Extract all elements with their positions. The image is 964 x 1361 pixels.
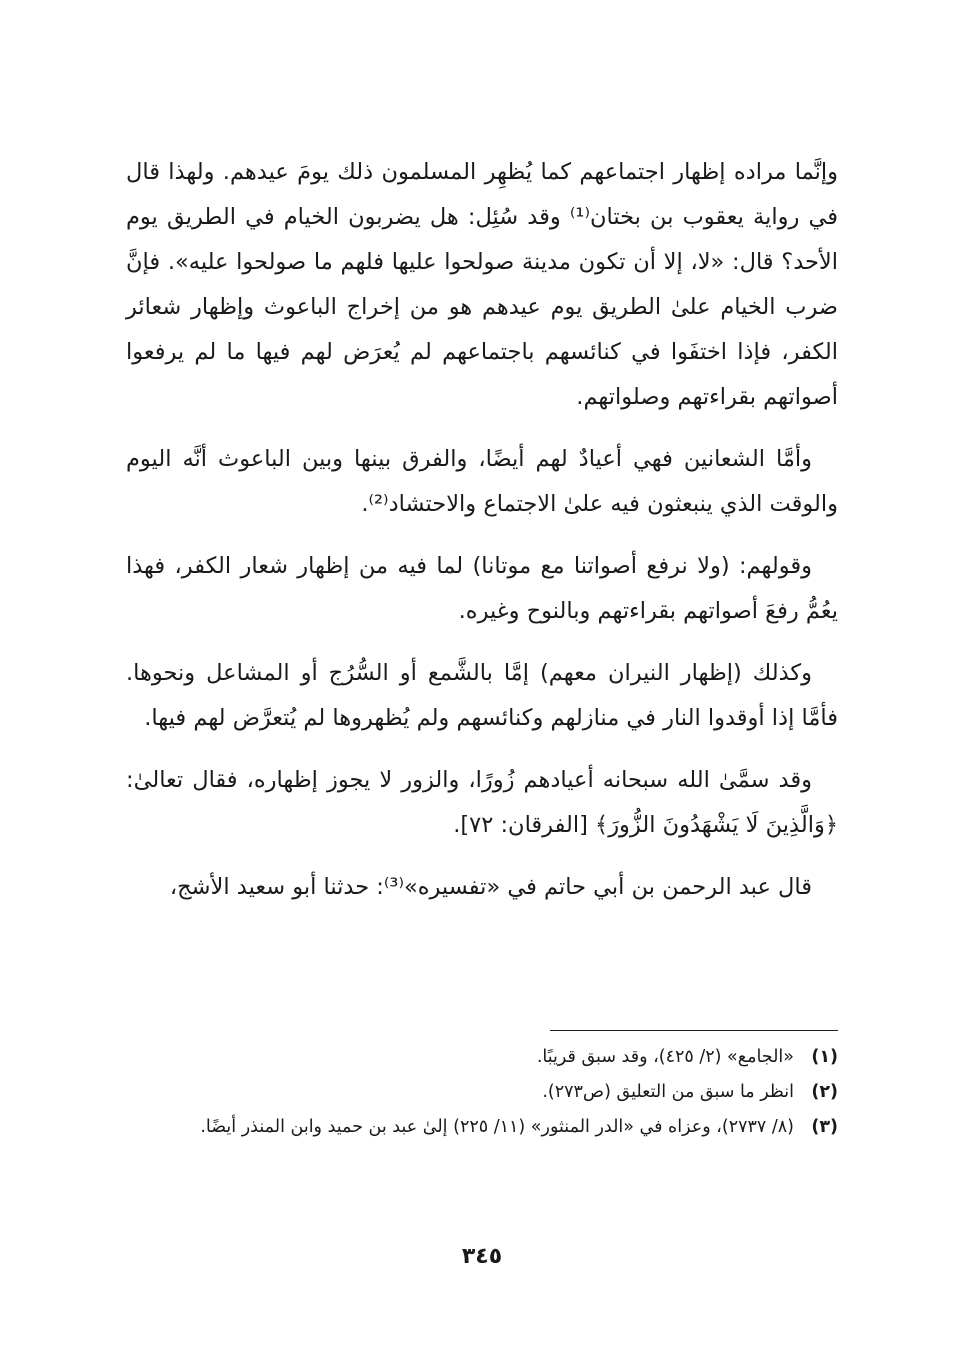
footnote-text: «الجامع» (٢/ ٤٢٥)، وقد سبق قريبًا. <box>536 1047 794 1067</box>
paragraph-3: وقولهم: (ولا نرفع أصواتنا مع موتانا) لما فيه من إظهار شعار الكفر، فهذا يعُمُّ رفعَ أصواتهم بقراءتهم وبالنوح وغيره. <box>126 553 838 624</box>
footnote-text: (٨/ ٢٧٣٧)، وعزاه في «الدر المنثور» (١١/ ٢٢٥) إلىٰ عبد بن حميد وابن المنذر أيضًا. <box>200 1117 794 1137</box>
paragraph-1: وإنَّما مراده إظهار اجتماعهم كما يُظهِر المسلمون ذلك يومَ عيدهم. ولهذا قال في رواية يعقوب بن بختان⁽¹⁾ وقد سُئِل: هل يضربون الخيام في الطريق يوم الأحد؟ قال: «لا، إلا أن تكون مدينة صولحوا عليها فلهم ما صولحوا عليه». فإنَّ ضرب الخيام علىٰ الطريق يوم عيدهم هو من إخراج الباعوث وإظهار شعائر الكفر، فإذا اختفَوا في كنائسهم باجتماعهم لم يُعرَض لهم فيها ما لم يرفعوا أصواتهم بقراءتهم وصلواتهم. <box>126 159 838 410</box>
footnote-1 <box>126 1040 838 1075</box>
paragraph-4: وكذلك (إظهار النيران معهم) إمَّا بالشَّمع أو السُّرُج أو المشاعل ونحوها. فأمَّا إذا أوقدوا النار في منازلهم وكنائسهم ولم يُظهروها لم يُتعرَّض لهم فيها. <box>126 660 838 731</box>
paragraph-5: وقد سمَّىٰ الله سبحانه أعيادهم زُورًا، والزور لا يجوز إظهاره، فقال تعالىٰ: ﴿وَالَّذِينَ لَا يَشْهَدُونَ الزُّورَ﴾ [الفرقان: ٧٢]. <box>126 767 838 838</box>
paragraph-2: وأمَّا الشعانين فهي أعيادٌ لهم أيضًا، والفرق بينها وبين الباعوث أنَّه اليوم والوقت الذي ينبعثون فيه علىٰ الاجتماع والاحتشاد⁽²⁾. <box>126 446 838 517</box>
footnote-number: (٣) <box>811 1117 838 1137</box>
footnote-number: (٢) <box>811 1082 838 1102</box>
footnote-divider <box>550 1030 838 1031</box>
footnote-number: (١) <box>811 1047 838 1067</box>
footnotes <box>126 1040 838 1145</box>
page-number: ٣٤٥ <box>461 1244 503 1269</box>
footnote-3 <box>126 1110 838 1145</box>
footnote-2 <box>126 1075 838 1110</box>
paragraph-6: قال عبد الرحمن بن أبي حاتم في «تفسيره»⁽³⁾: حدثنا أبو سعيد الأشج، <box>169 874 812 900</box>
footnote-text: انظر ما سبق من التعليق (ص٢٧٣). <box>542 1082 794 1102</box>
main-text <box>126 150 838 927</box>
